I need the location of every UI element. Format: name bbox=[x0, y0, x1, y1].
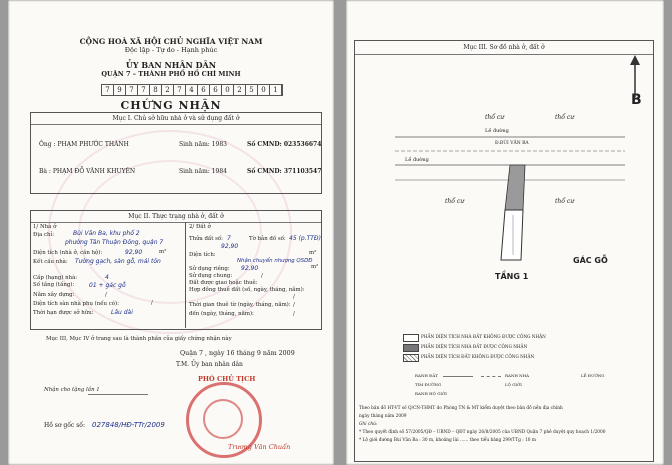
record-number: 027848/HĐ-TTr/2009 bbox=[92, 421, 165, 429]
note-map: Theo bản đồ HT-VT số Q/CN-THMT do Phòng TN & MT kiểm duyệt theo bản đồ nền địa chính bbox=[359, 406, 563, 411]
label-residential-2: thổ cư bbox=[555, 114, 575, 121]
term: Lâu dài bbox=[111, 309, 133, 316]
serial-digit: 7 bbox=[102, 85, 114, 95]
owner1-id: Số CMND: 023536674 bbox=[247, 141, 322, 148]
owner2-id: Số CMND: 371103547 bbox=[247, 168, 322, 175]
legend-household-boundary: RANH HỘ GIỚI bbox=[415, 391, 447, 396]
common-use: / bbox=[261, 273, 263, 279]
common-use-label: Sử dụng chung: bbox=[189, 273, 233, 279]
serial-digit: 5 bbox=[246, 85, 258, 95]
authority: ỦY BAN NHÂN DÂN bbox=[125, 60, 217, 70]
land-area-label: Diện tích: bbox=[189, 252, 216, 258]
section-property bbox=[30, 210, 322, 330]
land-header: 2/ Đất ở bbox=[189, 224, 211, 230]
house-area-unit: m² bbox=[159, 249, 167, 255]
note-date: ngày tháng năm 2009 bbox=[359, 414, 407, 419]
district: QUẬN 7 – THÀNH PHỐ HỒ CHÍ MINH bbox=[101, 70, 241, 78]
section-owners bbox=[30, 112, 322, 194]
grade-label: Cấp (hạng) nhà: bbox=[33, 275, 78, 281]
certificate-front-page bbox=[8, 0, 334, 465]
land-area-unit: m² bbox=[309, 250, 317, 256]
serial-number bbox=[101, 84, 283, 96]
sheet-label: Tờ bản đồ số: bbox=[249, 236, 286, 242]
serial-digit: 8 bbox=[150, 85, 162, 95]
label-sidewalk-2: Lề đường bbox=[405, 157, 429, 163]
legend-road-center: TIM ĐƯỜNG bbox=[415, 382, 442, 387]
structure-label: Kết cấu nhà: bbox=[33, 259, 68, 265]
parcel-label: Thửa đất số: bbox=[189, 236, 223, 242]
floors-label: Số tầng (tầng): bbox=[33, 282, 75, 288]
received-note: Nhận cho tặng lần 1 bbox=[44, 387, 100, 393]
serial-digit: 4 bbox=[186, 85, 198, 95]
serial-digit: 0 bbox=[222, 85, 234, 95]
parcel: 7 bbox=[227, 235, 231, 242]
rent-to-label: đến (ngày, tháng, năm): bbox=[189, 311, 254, 317]
section-reference: Mục III, Mục IV ở trang sau là thành phần của giấy chứng nhận này bbox=[46, 336, 232, 342]
label-residential-4: thổ cư bbox=[555, 198, 575, 205]
serial-digit: 0 bbox=[258, 85, 270, 95]
shared-area: / bbox=[151, 300, 153, 306]
structure: Tường gạch, sàn gỗ, mái tôn bbox=[75, 258, 161, 265]
signer-name: Trương Văn Chuẩn bbox=[228, 443, 291, 451]
legend-road-boundary: LỘ GIỚI bbox=[505, 382, 522, 387]
note-header: Ghi chú: bbox=[359, 422, 378, 427]
own-use: 92,90 bbox=[241, 265, 259, 272]
owner2-name: Bà : PHẠM ĐỖ VÂNH KHUYÊN bbox=[39, 168, 136, 175]
motto: Độc lập - Tự do - Hạnh phúc bbox=[124, 46, 218, 54]
legend-house-boundary: RANH NHÀ bbox=[505, 373, 530, 378]
note-decision: * Theo quyết định số 57/2005/QĐ – UBND – QĐT ngày 26/8/2005 của UBND Quận 7 phê duyệt quy hoạch 1/2000 bbox=[359, 430, 606, 435]
national-header: CỘNG HOÀ XÃ HỘI CHỦ NGHĨA VIỆT NAM bbox=[79, 37, 263, 46]
legend-swatch-land-not-recognized bbox=[403, 354, 419, 362]
section-diagram bbox=[354, 40, 654, 462]
certificate-diagram-page bbox=[346, 0, 664, 465]
house-address-1: Bùi Văn Ba, khu phố 2 bbox=[73, 230, 140, 237]
land-use-form: Nhận chuyển nhượng QSDĐ bbox=[237, 258, 313, 264]
serial-digit: 1 bbox=[270, 85, 282, 95]
recognized-area bbox=[505, 165, 525, 210]
house-address-2: phường Tân Thuận Đông, quận 7 bbox=[65, 239, 164, 246]
contract-label: Hợp đồng thuê đất (số, ngày, tháng, năm): bbox=[189, 287, 305, 293]
rent-to: / bbox=[293, 311, 295, 317]
owner2-birth: Sinh năm: 1984 bbox=[179, 168, 227, 175]
legend-land-not-recognized: PHẦN DIỆN TÍCH ĐẤT KHÔNG ĐƯỢC CÔNG NHẬN bbox=[421, 354, 535, 359]
legend-swatch-recognized bbox=[403, 344, 419, 352]
rent-from: / bbox=[293, 302, 295, 308]
serial-digit: 2 bbox=[234, 85, 246, 95]
legend-not-recognized: PHẦN DIỆN TÍCH NHÀ ĐẤT KHÔNG ĐƯỢC CÔNG NHẬN bbox=[421, 334, 546, 339]
own-use-unit: m² bbox=[311, 264, 319, 270]
sheet: 45 (p.TTĐ) bbox=[289, 235, 321, 242]
rent-from-label: Thời gian thuê từ (ngày, tháng, năm): bbox=[189, 302, 291, 308]
own-use-label: Sử dụng riêng: bbox=[189, 266, 230, 272]
page-title: CHỨNG NHẬN bbox=[120, 99, 222, 112]
land-area-top: 92,90 bbox=[221, 243, 239, 250]
deputy-title: PHÓ CHỦ TỊCH bbox=[198, 375, 256, 383]
owner1-name: Ông : PHẠM PHƯỚC THÀNH bbox=[39, 141, 129, 148]
origin-label: Đất được giao hoặc thuê: bbox=[189, 280, 258, 286]
serial-digit: 9 bbox=[114, 85, 126, 95]
serial-digit: 7 bbox=[126, 85, 138, 95]
serial-digit: 6 bbox=[198, 85, 210, 95]
house-address-label: Địa chỉ: bbox=[33, 232, 55, 238]
section1-title: Mục I. Chủ sở hữu nhà ở và sử dụng đất ở bbox=[112, 115, 240, 122]
label-road: Đ.BÙI VĂN BA bbox=[495, 141, 529, 146]
year-label: Năm xây dựng: bbox=[33, 292, 75, 298]
legend-swatch-not-recognized bbox=[403, 334, 419, 342]
issuer: T.M. Ủy ban nhân dân bbox=[176, 361, 243, 368]
note-road-width: * Lộ giới đường Bùi Văn Ba : 30 m, khoảng lùi ...... theo tiểu bảng 299/TTg : 10 m bbox=[359, 438, 536, 443]
house-area: 92,90 bbox=[125, 249, 143, 256]
record-label: Hồ sơ gốc số: bbox=[44, 422, 85, 429]
year: / bbox=[105, 292, 107, 298]
serial-digit: 7 bbox=[174, 85, 186, 95]
label-residential-3: thổ cư bbox=[445, 198, 465, 205]
label-residential-1: thổ cư bbox=[485, 114, 505, 121]
legend-sidewalk: LỀ ĐƯỜNG bbox=[581, 373, 605, 378]
owner1-birth: Sinh năm: 1983 bbox=[179, 141, 227, 148]
section2-title: Mục II. Thực trạng nhà ở, đất ở bbox=[128, 213, 224, 220]
place-date: Quận 7 , ngày 16 tháng 9 năm 2009 bbox=[180, 350, 295, 357]
legend-land-boundary: RANH ĐẤT bbox=[415, 373, 438, 378]
site-plan bbox=[355, 55, 653, 285]
house-header: 1/ Nhà ở bbox=[33, 224, 57, 230]
serial-digit: 7 bbox=[138, 85, 150, 95]
floor-label: TẦNG 1 bbox=[495, 272, 529, 281]
house-area-label: Diện tích (nhà ở, căn hộ): bbox=[33, 250, 103, 256]
legend-recognized: PHẦN DIỆN TÍCH NHÀ ĐẤT ĐƯỢC CÔNG NHẬN bbox=[421, 344, 528, 349]
north-marker: B bbox=[631, 92, 642, 108]
label-sidewalk-1: Lề đường bbox=[485, 128, 509, 134]
term-label: Thời hạn được sở hữu: bbox=[33, 310, 94, 316]
section3-title: Mục III. Sơ đồ nhà ở, đất ở bbox=[463, 44, 545, 51]
loft-label: GÁC GỖ bbox=[573, 256, 608, 265]
serial-digit: 2 bbox=[162, 85, 174, 95]
contract: / bbox=[293, 294, 295, 300]
serial-digit: 6 bbox=[210, 85, 222, 95]
grade: 4 bbox=[105, 274, 109, 281]
north-arrow-head bbox=[630, 55, 640, 65]
shared-area-label: Diện tích sàn nhà phụ (nếu có): bbox=[33, 301, 119, 307]
house-footprint bbox=[501, 210, 523, 260]
floors: 01 + gác gỗ bbox=[89, 282, 126, 289]
